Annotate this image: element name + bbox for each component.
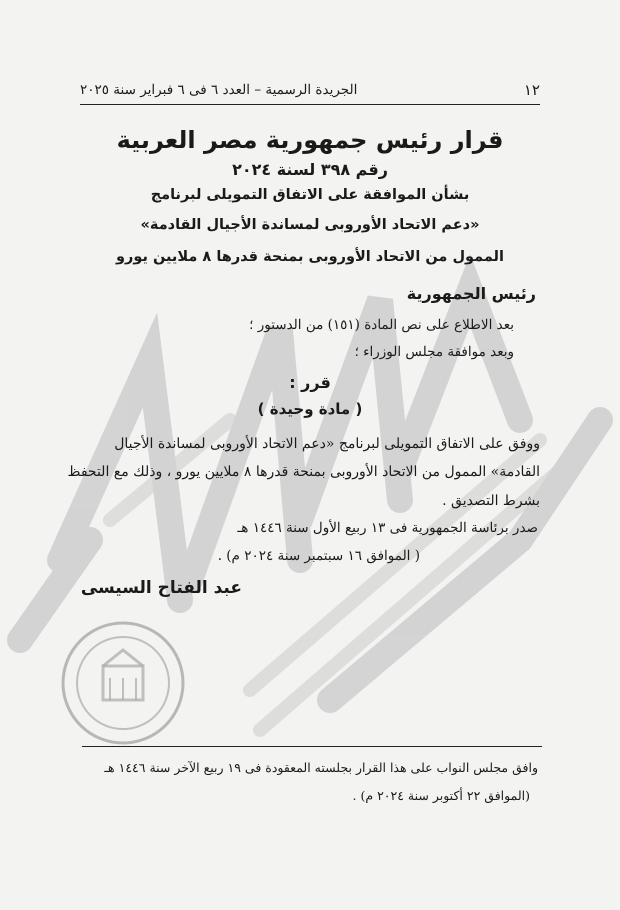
decree-subject-line: الممول من الاتحاد الأوروبى بمنحة قدرها ٨ ملايين يورو (116, 249, 504, 265)
decree-subject-line: «دعم الاتحاد الأوروبى لمساندة الأجيال القادمة» (140, 217, 480, 233)
decided-heading: قرر : (289, 373, 331, 392)
preamble-line: وبعد موافقة مجلس الوزراء ؛ (354, 344, 514, 360)
article-body-line: القادمة» الممول من الاتحاد الأوروبى بمنحة قدرها ٨ ملايين يورو ، وذلك مع التحفظ (67, 464, 540, 480)
article-body-line: بشرط التصديق . (442, 493, 540, 509)
decree-subject-line: بشأن الموافقة على الاتفاق التمويلى لبرنامج (150, 187, 470, 203)
article-heading: ( مادة وحيدة ) (257, 400, 363, 418)
footnote-line: وافق مجلس النواب على هذا القرار بجلسته المعقودة فى ١٩ ربيع الآخر سنة ١٤٤٦ هـ (104, 760, 538, 775)
running-header (80, 76, 540, 105)
issued-date-line: ( الموافق ١٦ سبتمبر سنة ٢٠٢٤ م) . (217, 548, 420, 564)
signature: عبد الفتاح السيسى (80, 578, 242, 598)
article-body-line: ووفق على الاتفاق التمويلى لبرنامج «دعم الاتحاد الأوروبى لمساندة الأجيال (114, 436, 540, 452)
footnote-divider (82, 746, 542, 747)
decree-number: رقم ٣٩٨ لسنة ٢٠٢٤ (232, 160, 388, 179)
issued-date-line: صدر برئاسة الجمهورية فى ١٣ ربيع الأول سنة ١٤٤٦ هـ (237, 520, 538, 536)
issuer-heading: رئيس الجمهورية (406, 284, 536, 303)
seal-stamp (58, 618, 188, 748)
decree-title: قرار رئيس جمهورية مصر العربية (116, 126, 504, 154)
page-number: ١٢ (523, 81, 540, 99)
preamble-line: بعد الاطلاع على نص المادة (١٥١) من الدستور ؛ (249, 317, 514, 333)
gazette-issue: الجريدة الرسمية – العدد ٦ فى ٦ فبراير سنة ٢٠٢٥ (80, 82, 358, 98)
footnote-line: (الموافق ٢٢ أكتوبر سنة ٢٠٢٤ م) . (352, 788, 530, 803)
